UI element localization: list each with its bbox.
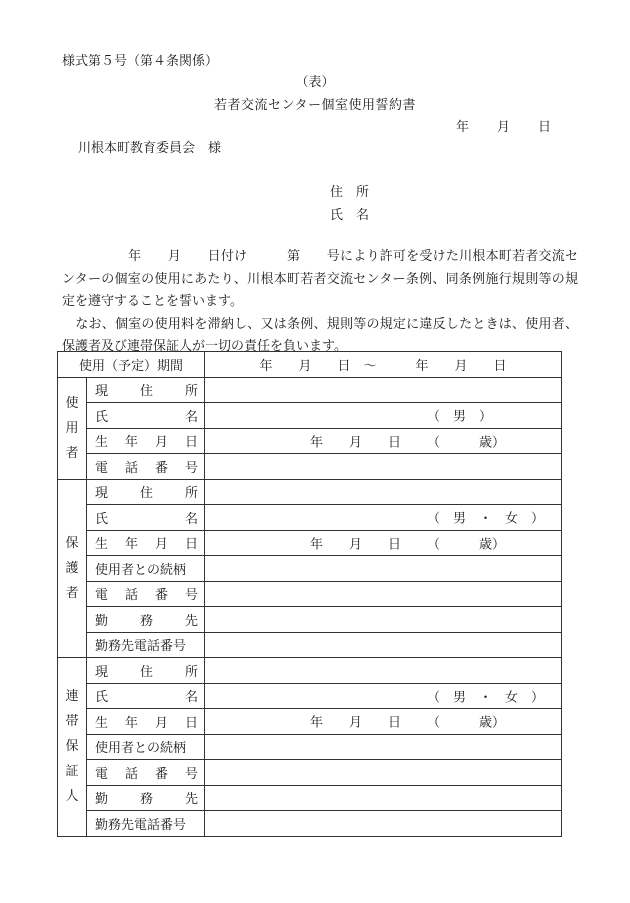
user-name-field[interactable] <box>205 403 562 429</box>
user-birthdate-label: 生 年 月 日 <box>87 428 205 454</box>
user-address-label: 現 住 所 <box>87 377 205 403</box>
user-age: （ 歳） <box>427 435 506 451</box>
guardian-relation-label: 使用者との続柄 <box>87 556 205 582</box>
guardian-name-label: 氏 名 <box>87 505 205 531</box>
guardian-phone-row <box>58 581 562 607</box>
user-address-field[interactable] <box>205 377 562 403</box>
addressee: 川根本町教育委員会 様 <box>78 141 222 156</box>
guarantor-address-field[interactable] <box>205 658 562 684</box>
guardian-birthdate-field[interactable] <box>205 530 562 556</box>
guardian-phone-field[interactable] <box>205 581 562 607</box>
form-number: 様式第５号（第４条関係） <box>62 54 219 69</box>
guarantor-name-field[interactable] <box>205 683 562 709</box>
pledge-table <box>57 351 562 837</box>
user-birth-ymd: 年 月 日 <box>310 435 402 451</box>
period-label: 使用（予定）期間 <box>58 352 205 378</box>
guarantor-relation-row <box>58 734 562 760</box>
applicant-address-label: 住 所 <box>330 185 370 200</box>
guarantor-phone-field[interactable] <box>205 760 562 786</box>
user-birthdate-row <box>58 428 562 454</box>
user-address-row <box>58 377 562 403</box>
user-gender-label: （ 男 ） <box>427 409 493 425</box>
date-year: 年 <box>456 120 470 135</box>
guarantor-birth-ymd: 年 月 日 <box>310 715 402 731</box>
guardian-group-label: 保 護 者 <box>58 479 87 658</box>
guarantor-phone-label: 電 話 番 号 <box>87 760 205 786</box>
guarantor-address-row <box>58 658 562 684</box>
guarantor-relation-field[interactable] <box>205 734 562 760</box>
guarantor-relation-label: 使用者との続柄 <box>87 734 205 760</box>
user-phone-field[interactable] <box>205 454 562 480</box>
guardian-address-row <box>58 479 562 505</box>
guardian-phone-label: 電 話 番 号 <box>87 581 205 607</box>
guardian-gender-label: （ 男 ・ 女 ） <box>427 511 545 527</box>
guardian-work-phone-label: 勤務先電話番号 <box>87 632 205 658</box>
guardian-relation-row <box>58 556 562 582</box>
guardian-name-field[interactable] <box>205 505 562 531</box>
oath-text <box>62 246 578 359</box>
guarantor-work-phone-label: 勤務先電話番号 <box>87 811 205 837</box>
guardian-birth-ymd: 年 月 日 <box>310 537 402 553</box>
guardian-workplace-field[interactable] <box>205 607 562 633</box>
user-name-label: 氏 名 <box>87 403 205 429</box>
user-phone-row <box>58 454 562 480</box>
guardian-name-row <box>58 505 562 531</box>
user-birthdate-field[interactable] <box>205 428 562 454</box>
guarantor-birthdate-row <box>58 709 562 735</box>
date-day: 日 <box>538 120 552 135</box>
guarantor-phone-row <box>58 760 562 786</box>
period-value-field[interactable]: 年 月 日 ～ 年 月 日 <box>205 352 562 378</box>
user-group-label: 使 用 者 <box>58 377 87 479</box>
guarantor-name-label: 氏 名 <box>87 683 205 709</box>
guardian-address-label: 現 住 所 <box>87 479 205 505</box>
oath-paragraph-2: なお、個室の使用料を滞納し、又は条例、規則等の規定に違反したときは、使用者、保護者及び連帯保証人が一切の責任を負います。 <box>62 316 578 354</box>
side-indicator: （表） <box>295 75 335 90</box>
guardian-work-phone-field[interactable] <box>205 632 562 658</box>
guarantor-gender-label: （ 男 ・ 女 ） <box>427 690 545 706</box>
guarantor-name-row <box>58 683 562 709</box>
guardian-relation-field[interactable] <box>205 556 562 582</box>
oath-paragraph-1: 年 月 日付け 第 号により許可を受けた川根本町若者交流センターの個室の使用にあたり、川根本町若者交流センター条例、同条例施行規則等の規定を遵守することを誓います。 <box>62 249 578 309</box>
guarantor-birthdate-field[interactable] <box>205 709 562 735</box>
guardian-age: （ 歳） <box>427 537 506 553</box>
guarantor-age: （ 歳） <box>427 715 506 731</box>
period-row <box>58 352 562 378</box>
document-title: 若者交流センター個室使用誓約書 <box>214 98 416 113</box>
guarantor-birthdate-label: 生 年 月 日 <box>87 709 205 735</box>
guarantor-work-phone-row <box>58 811 562 837</box>
guarantor-workplace-label: 勤 務 先 <box>87 785 205 811</box>
date-line <box>456 116 551 135</box>
guarantor-workplace-row <box>58 785 562 811</box>
guarantor-work-phone-field[interactable] <box>205 811 562 837</box>
user-name-row <box>58 403 562 429</box>
guardian-address-field[interactable] <box>205 479 562 505</box>
guardian-birthdate-row <box>58 530 562 556</box>
date-month: 月 <box>497 120 511 135</box>
guardian-birthdate-label: 生 年 月 日 <box>87 530 205 556</box>
guardian-work-phone-row <box>58 632 562 658</box>
guardian-workplace-row <box>58 607 562 633</box>
guarantor-workplace-field[interactable] <box>205 785 562 811</box>
guarantor-group-label: 連 帯 保 証 人 <box>58 658 87 837</box>
user-phone-label: 電 話 番 号 <box>87 454 205 480</box>
guarantor-address-label: 現 住 所 <box>87 658 205 684</box>
applicant-name-label: 氏 名 <box>330 208 370 223</box>
guardian-workplace-label: 勤 務 先 <box>87 607 205 633</box>
